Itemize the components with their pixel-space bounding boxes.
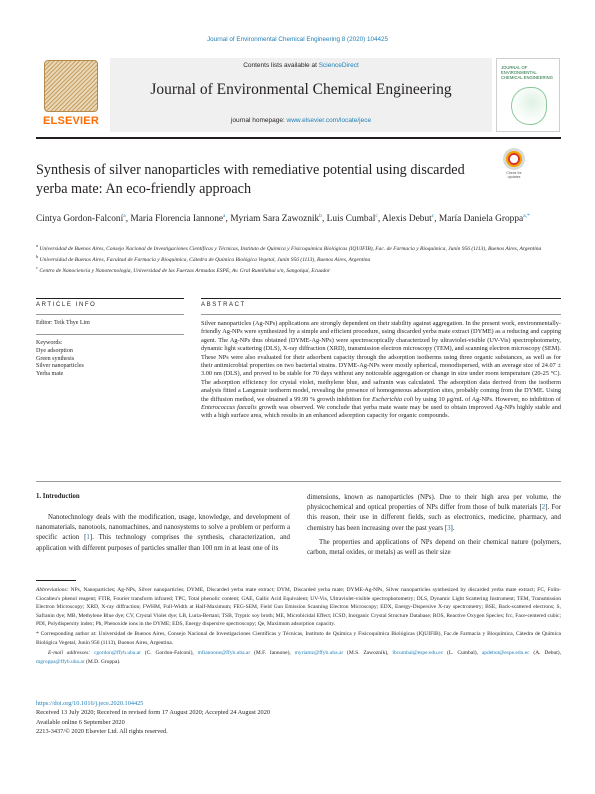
journal-header <box>36 58 561 132</box>
article-info-subrule <box>36 314 184 315</box>
footnote-rule <box>36 580 76 581</box>
paragraph: dimensions, known as nanoparticles (NPs). Due to their high area per volume, the physicochemical and optical properties of NPs differ from those of bulk materials [2]. For this reason, their use in different fields, such as electronics, medicine, pharmacy, and chemistry has been increasing over the past years [3]. <box>307 494 562 532</box>
sciencedirect-link[interactable]: ScienceDirect <box>318 62 359 69</box>
affiliation: $^c$ Centro de Nanociencia y Nanotecnología, Universidad de las Fuerzas Armadas ESPE, Av. Gral Rumiñahui s/n, Sangolquí, Ecuador <box>36 265 331 274</box>
elsevier-tree-icon <box>44 60 98 112</box>
author: Cintya Gordon-Falconí$^a$ <box>36 213 126 225</box>
reference-link[interactable]: 3 <box>447 524 451 532</box>
author: María Florencia Iannone$^a$ <box>130 213 226 225</box>
article-title: Synthesis of silver nanoparticles with remediative potential using discarded yerba mate: An eco-friendly approach <box>36 162 465 197</box>
crossmark-label: Check for updates <box>506 171 522 179</box>
homepage-line <box>110 117 492 124</box>
keywords-label: Keywords: <box>36 340 63 346</box>
copyright: 2213-3437/© 2020 Elsevier Ltd. All rights reserved. <box>36 727 168 735</box>
email-link[interactable]: myriamz@ffyb.uba.ar <box>294 650 344 657</box>
contents-prefix: Contents lists available at <box>243 62 319 69</box>
elsevier-logo[interactable] <box>36 60 106 130</box>
cover-art-icon <box>511 87 547 125</box>
keyword: Dye adsorption <box>36 347 73 354</box>
email-link[interactable]: apdebut@espe.edu.ec <box>481 650 530 657</box>
editor-rule <box>36 334 184 335</box>
abstract-subrule <box>201 314 561 315</box>
author-affil-link[interactable]: c <box>431 213 435 219</box>
contents-line <box>110 62 492 69</box>
abstract-heading: ABSTRACT <box>201 302 246 308</box>
author-affil-link[interactable]: b <box>319 213 322 219</box>
abstract-text: Silver nanoparticles (Ag-NPs) applications are strongly dependent on their stability against aggregation. In the present work, environmentally-friendly Ag-NPs were synthesized by a simple and efficient procedure, using discarded yerba mate extract (DYME) as a reducing and capping agent. The Ag-NPs thus obtained (DYME-Ag-NPs) were spectroscopically characterized by ultraviolet-visible (UV-Vis) spectrophotometry, dynamic light scattering (DLS), X-ray diffraction (XRD), transmission electron microscopy (TEM), and scanning electron microscopy (SEM). These NPs were also evaluated for their adsorbent capacity through the adsorption isotherms using three organic substances, as well as for their antimicrobial properties on two bacterial strains. DYME-Ag-NPs were mostly spherical, monodispersed, with an average size of 24.07 ± 3.00 nm (DLS), and proved to be stable for 70 days without any noticeable aggregation or change in size under room temperature (20-25 °C). The adsorption efficiency for crystal violet, methylene blue, and safranin was calculated. The adsorption data derived from the isotherm analysis fitted a Langmuir isotherm model, revealing the presence of homogeneous adsorption sites, probably coming from the DYME. Using the diffusion method, we obtained a 99.99 % growth inhibition for Escherichia coli by using 10 μg/mL of Ag-NPs. However, no inhibition of Enterococcus faecalis growth was observed. We conclude that yerba mate waste may be used to obtain improved Ag-NPs highly stable and with a high surface area, which results in an enhanced adsorption capacity for organic compounds. <box>201 320 562 420</box>
homepage-link[interactable]: www.elsevier.com/locate/jece <box>286 117 372 124</box>
corresponding-author-footnote: * Corresponding author at: Universidad de Buenos Aires, Consejo Nacional de Investigaciones Científicas y Técnicas, Instituto de Química y Fisicoquímica Biológicas (IQUIFIB), Fac.de Farmacia y Bioquímica, Cátedra de Química Biológica Vegetal, Junín 956 (1113), Buenos Aires, Argentina. <box>36 631 561 647</box>
author-list: Cintya Gordon-Falconí$^a$, María Florencia Iannone$^a$, Myriam Sara Zawoznik$^b$, Luis Cumbal$^c$, Alexis Debut$^c$, María Daniela Groppa$^{a,*}$ <box>36 213 530 225</box>
abstract-end-rule <box>36 481 561 482</box>
author-affil-link[interactable]: a,* <box>523 213 530 219</box>
keyword: Silver nanoparticles <box>36 363 84 370</box>
intro-right-column <box>307 493 561 558</box>
author: María Daniela Groppa$^{a,*}$ <box>438 213 530 225</box>
author: Myriam Sara Zawoznik$^b$ <box>230 213 322 225</box>
email-link[interactable]: lbcumbal@espe.edu.ec <box>392 650 444 657</box>
email-link[interactable]: mfiannone@ffyb.uba.ar <box>197 650 251 657</box>
reference-link[interactable]: 2 <box>541 504 546 512</box>
doi-block <box>36 699 436 736</box>
journal-citation[interactable]: Journal of Environmental Chemical Engineering 8 (2020) 104425 <box>207 36 388 43</box>
journal-banner <box>110 58 492 132</box>
affiliation: $^b$ Universidad de Buenos Aires, Facultad de Farmacia y Bioquímica, Cátedra de Química Biológica Vegetal, Junín 956 (1113), Buenos Aires, Argentina <box>36 254 371 263</box>
email-footnote: E-mail addresses: cgordon@ffyb.uba.ar (C. Gordon-Falconí), mfiannone@ffyb.uba.ar (M.F. Iannone), myriamz@ffyb.uba.ar (M.S. Zawoznik), lbcumbal@espe.edu.ec (L. Cumbal), apdebut@espe.edu.ec (A. Debut), mgroppa@ffyb.uba.ar (M.D. Groppa). <box>36 650 561 665</box>
reference-link[interactable]: 1 <box>86 534 90 542</box>
abstract-rule <box>201 298 561 299</box>
article-info-rule <box>36 298 184 299</box>
header-divider <box>36 137 561 139</box>
received-dates: Received 13 July 2020; Received in revised form 17 August 2020; Accepted 24 August 2020 <box>36 709 270 717</box>
species-name: Enterococcus faecalis <box>201 404 257 412</box>
crossmark-icon <box>503 148 525 170</box>
author: Alexis Debut$^c$ <box>382 213 435 225</box>
affiliation: $^a$ Universidad de Buenos Aires, Consejo Nacional de Investigaciones Científicas y Técnicas, Instituto de Química y Fisicoquímica Biológicas (IQUIFIB), Fac. de Farmacia y Bioquímica, Junín 956 (1113), Buenos Aires, Argentina <box>36 243 542 252</box>
email-link[interactable]: mgroppa@ffyb.uba.ar <box>36 658 85 665</box>
author: Luis Cumbal$^c$ <box>326 213 378 225</box>
author-affil-link[interactable]: c <box>375 213 378 219</box>
cover-title: JOURNAL OF ENVIRONMENTAL CHEMICAL ENGINEERING <box>501 65 553 80</box>
article-info-heading: ARTICLE INFO <box>36 302 97 308</box>
keywords-block <box>36 340 184 379</box>
introduction-heading: 1. Introduction <box>36 493 80 500</box>
editor-line: Editor: Teik Thye Lim <box>36 320 90 326</box>
email-link[interactable]: cgordon@ffyb.uba.ar <box>93 650 141 657</box>
journal-cover-thumbnail[interactable] <box>496 58 560 132</box>
author-affil-link[interactable]: a <box>223 213 226 219</box>
journal-title[interactable]: Journal of Environmental Chemical Engineering <box>150 81 452 98</box>
available-online: Available online 6 September 2020 <box>36 718 125 726</box>
paragraph: The properties and applications of NPs depend on their chemical nature (polymers, carbon, metal oxides, or metals) as well as their size <box>307 538 561 557</box>
author-affil-link[interactable]: a <box>123 213 126 219</box>
intro-left-column <box>36 513 290 554</box>
species-name: Escherichia coli <box>371 395 414 403</box>
keyword: Green synthesis <box>36 355 75 362</box>
keyword: Yerba mate <box>36 371 64 378</box>
homepage-prefix: journal homepage: <box>230 117 287 124</box>
doi-link[interactable]: https://doi.org/10.1016/j.jece.2020.104425 <box>36 700 144 707</box>
crossmark-badge[interactable] <box>501 148 527 180</box>
paragraph: Nanotechnology deals with the modification, usage, knowledge, and development of nanomaterials, nanotools, nanomachines, and nanosystems to solve a problem or perform a specific action [1]. This technology comprises the synthesis, characterization, and application with different purposes of particles smaller than 100 nm in at least one of its <box>36 514 290 552</box>
affiliations <box>36 242 561 275</box>
footnotes <box>36 586 561 668</box>
abbreviations-footnote: Abbreviations: NPs, Nanoparticles; Ag-NPs, Silver nanoparticles; DYME, Discarded yerba mate extract; DYM, Discarded yerba mate; DYME-Ag-NPs, Silver nanoparticles synthesized by discarded yerba mate extract; FC, Folin-Ciocalteu's phenol reagent; FTIR, Fourier transform infrared; TPC, Total phenolic content; GAE, Gallic Acid Equivalent; UV-Vis, Ultraviolet-visible spectrophotometry; DLS, Dynamic Light Scattering Instrument; TEM, Transmission Electron Microscopy; XRD, X-ray diffraction; FWHM, Full-Width at Half-Maximum; FEG-SEM, Field Gun Emission Scanning Electron Microscopy; EDX, Energy-Dispersive X-ray spectrometry; BSE, Back-scattered electrons; S, Safranin dye; MB, Methylene Blue dye; CV, Crystal Violet dye; LB, Luria-Bertani; TSB, Tryptic soy broth; ME, Microbicidal Effect; ICSD, Inorganic Crystal Structure Database; ROS, Reactive Oxygen Species; fcc, Face-centered cubic; PDI, Polydispersity index; Ph, Phenoxide ions in the DYME; EDS, Energy dispersive spectroscopy; Qe, Maximum adsorption capacity. <box>36 587 561 628</box>
elsevier-wordmark: ELSEVIER <box>42 115 99 127</box>
